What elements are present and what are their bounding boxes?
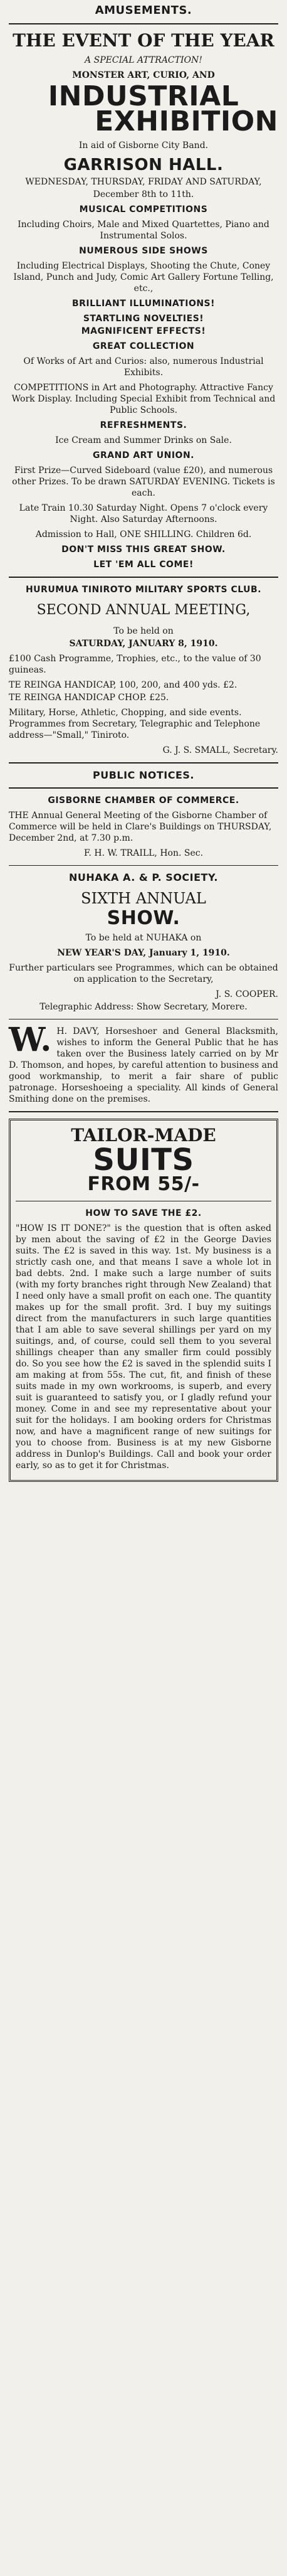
- hurumua-events: Military, Horse, Athletic, Chopping, and side events. Programmes from Secretary, Telegraphic and Telephone address—"Small," Tiniroto.: [9, 708, 261, 740]
- divider: [9, 577, 278, 578]
- chamber-sign: F. H. W. TRAILL, Hon. Sec.: [83, 848, 204, 858]
- art-union-text: First Prize—Curved Sideboard (value £20), and numerous other Prizes. To be drawn SATURDAY EVENING. Tickets is each.: [12, 466, 275, 498]
- musical-text: Including Choirs, Male and Mixed Quartettes, Piano and Instrumental Solos.: [18, 220, 269, 241]
- chamber-text: THE Annual General Meeting of the Gisborne Chamber of Commerce will be held in Clare's Buildings on THURSDAY, December 2nd, at 7.30 p.m.: [9, 811, 272, 843]
- tailor-how: HOW TO SAVE THE £2.: [85, 1208, 202, 1218]
- dont-miss: DON'T MISS THIS GREAT SHOW.: [61, 545, 226, 555]
- nuhaka-l2: SHOW.: [107, 907, 180, 929]
- tailor-l1: TAILOR-MADE: [71, 1125, 216, 1146]
- hurumua-sign: G. J. S. SMALL, Secretary.: [162, 745, 278, 755]
- divider: [9, 787, 278, 789]
- divider: [9, 762, 278, 764]
- art-union-title: GRAND ART UNION.: [93, 450, 194, 460]
- nuhaka-title: NUHAKA A. & P. SOCIETY.: [69, 871, 218, 883]
- column: [9, 4, 278, 1482]
- amusements-label: AMUSEMENTS.: [95, 4, 192, 17]
- davy-block: [9, 1021, 278, 1105]
- hurumua-date: SATURDAY, JANUARY 8, 1910.: [69, 639, 218, 649]
- illum-1: BRILLIANT ILLUMINATIONS!: [71, 299, 216, 309]
- chamber-block: [9, 795, 278, 859]
- illum-3: MAGNIFICENT EFFECTS!: [81, 326, 206, 336]
- let-em-come: LET 'EM ALL COME!: [93, 560, 194, 570]
- divider: [9, 1111, 278, 1112]
- event-line2: INDUSTRIAL: [48, 80, 239, 112]
- admission-text: Admission to Hall, ONE SHILLING. Children 6d.: [35, 530, 252, 540]
- chamber-title: GISBORNE CHAMBER OF COMMERCE.: [48, 796, 239, 806]
- tailor-body: "HOW IS IT DONE?" is the question that is often asked by men about the saving of £2 in the George Davies suits. The £2 is saved in this way. 1st. My business is a strictly cash one, and that means I save a whole lot in bad debts. 2nd. I make such a large number of suits (with my forty branches right through New Zealand) that I need only have a small profit on each one. The quantity makes up for the small profit. 3rd. I buy my suitings direct from the manufacturers in such large quantities that I am able to save several shillings per yard on my suitings, and, of course, could sell them to you several shillings cheaper than any smaller firm could possibly do. So you see how the £2 is saved in the splendid suits I am making at from 55s. The cut, fit, and finish of these suits made in my own workrooms, is superb, and every suit is guaranteed to satisfy you, or I gladly refund your money. Come in and see my representative about your suit for the holidays. I am booking orders for Christmas now, and have a magnificent range of new suitings for you to choose from. Business is at my new Gisborne address in Dunlop's Buildings. Call and book your order early, so as to get it for Christmas.: [16, 1223, 271, 1471]
- train-text: Late Train 10.30 Saturday Night. Opens 7 o'clock every Night. Also Saturday Afternoons.: [19, 503, 268, 524]
- nuhaka-sig: J. S. COOPER.: [216, 989, 278, 999]
- nuhaka-block: [9, 872, 278, 1013]
- event-line3: EXHIBITION: [95, 105, 278, 137]
- collection-text: Of Works of Art and Curios: also, numerous Industrial Exhibits.: [23, 356, 264, 378]
- tailor-l2: SUITS: [93, 1142, 194, 1178]
- davy-text: H. DAVY, Horseshoer and General Blacksmith, wishes to inform the General Public that he has taken over the Business lately carried on by Mr D. Thomson, and hopes, by careful attention to business and good workmanship, to merit a fair share of public patronage. Horseshoeing a speciality. All kinds of General Smithing done on the premises.: [9, 1026, 278, 1104]
- public-notices-title: PUBLIC NOTICES.: [92, 769, 194, 781]
- collection-title: GREAT COLLECTION: [92, 341, 195, 351]
- hurumua-headline: SECOND ANNUAL MEETING,: [36, 602, 251, 618]
- hurumua-te1: TE REINGA HANDICAP, 100, 200, and 400 yds. £2.: [9, 680, 237, 690]
- hurumua-cash: £100 Cash Programme, Trophies, etc., to the value of 30 guineas.: [9, 654, 261, 675]
- event-block: [9, 31, 278, 570]
- tailor-block: [9, 1119, 278, 1482]
- event-aid: In aid of Gisborne City Band.: [78, 141, 209, 151]
- hurumua-te2: TE REINGA HANDICAP CHOP. £25.: [9, 693, 169, 703]
- side-title: NUMEROUS SIDE SHOWS: [79, 246, 208, 256]
- event-venue: GARRISON HALL.: [63, 156, 224, 174]
- hurumua-title: HURUMUA TINIROTO MILITARY SPORTS CLUB.: [25, 585, 262, 595]
- nuhaka-l1: SIXTH ANNUAL: [81, 890, 206, 907]
- tailor-l3: FROM 55/-: [87, 1173, 200, 1195]
- divider: [9, 865, 278, 866]
- hurumua-block: [9, 584, 278, 756]
- davy-initial: W.: [9, 1021, 52, 1059]
- event-kicker: A SPECIAL ATTRACTION!: [85, 55, 202, 65]
- event-title: THE EVENT OF THE YEAR: [13, 30, 274, 51]
- event-line1: MONSTER ART, CURIO, AND: [72, 70, 215, 80]
- nuhaka-text: Further particulars see Programmes, which can be obtained on application to the Secretary,: [9, 963, 278, 984]
- nuhaka-held: To be held at NUHAKA on: [85, 933, 202, 943]
- event-days: WEDNESDAY, THURSDAY, FRIDAY AND SATURDAY,: [25, 177, 262, 187]
- illum-2: STARTLING NOVELTIES!: [83, 314, 204, 324]
- refreshments-title: REFRESHMENTS.: [100, 420, 187, 430]
- competitions-text: COMPETITIONS in Art and Photography. Attractive Fancy Work Display. Including Special Exhibit from Technical and Public Schools.: [11, 383, 276, 415]
- side-text: Including Electrical Displays, Shooting the Chute, Coney Island, Punch and Judy, Comic Art Gallery Fortune Telling, etc.,: [13, 261, 274, 294]
- nuhaka-tele: Telegraphic Address: Show Secretary, Morere.: [39, 1002, 248, 1012]
- divider: [9, 23, 278, 24]
- refreshments-text: Ice Cream and Summer Drinks on Sale.: [55, 435, 232, 445]
- nuhaka-date: NEW YEAR'S DAY, January 1, 1910.: [57, 948, 230, 958]
- musical-title: MUSICAL COMPETITIONS: [79, 205, 208, 215]
- event-dates: December 8th to 11th.: [93, 189, 194, 200]
- hurumua-held: To be held on: [113, 626, 174, 636]
